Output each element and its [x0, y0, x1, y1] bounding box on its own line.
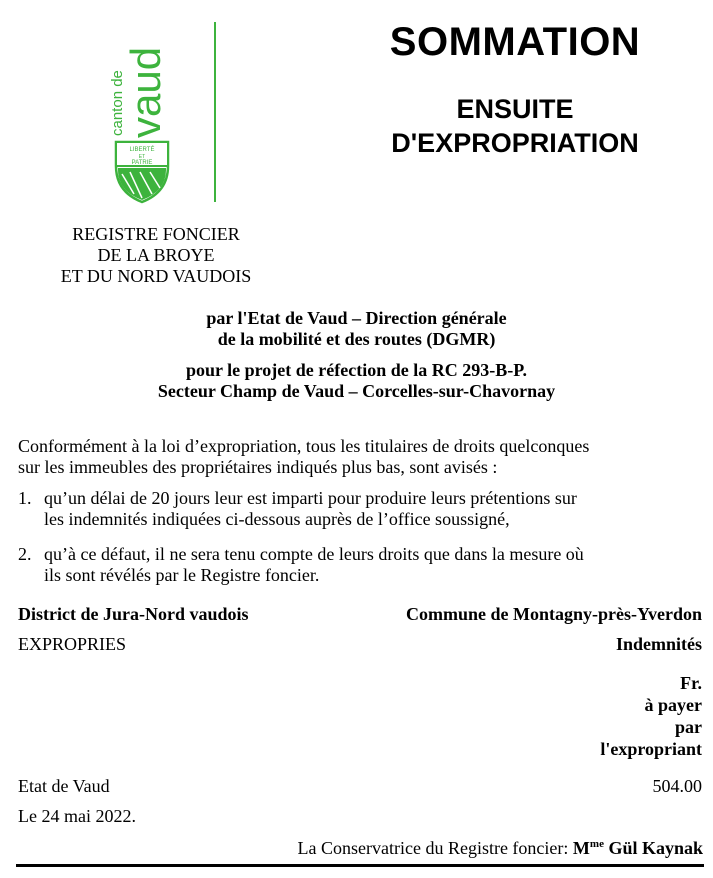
- subtitle-line-1: ENSUITE: [456, 94, 574, 124]
- bottom-rule: [16, 864, 704, 867]
- project-line-4: Secteur Champ de Vaud – Corcelles-sur-Chavornay: [157, 381, 556, 401]
- signatory-title: M: [572, 838, 590, 858]
- project-line-1: par l'Etat de Vaud – Direction générale: [206, 308, 507, 328]
- project-line-2: de la mobilité et des routes (DGMR): [217, 329, 496, 349]
- list-item-line-1: qu’un délai de 20 jours leur est imparti pour produire leurs prétentions sur: [44, 488, 577, 508]
- issue-date: Le 24 mai 2022.: [18, 806, 136, 826]
- logo-motto-2: PATRIE: [131, 160, 153, 166]
- list-item-line-2: ils sont révélés par le Registre foncier.: [44, 565, 320, 585]
- page-subtitle: [330, 92, 700, 160]
- expropriee-name: Etat de Vaud: [18, 776, 110, 796]
- signature-line: [298, 838, 704, 859]
- commune-label: Commune de Montagny-près-Yverdon: [406, 604, 702, 624]
- header-divider: [214, 22, 216, 202]
- list-item-number: 1.: [18, 488, 32, 508]
- registry-line-1: REGISTRE FONCIER: [72, 224, 240, 244]
- district-label: District de Jura-Nord vaudois: [18, 604, 249, 624]
- subheader-line: par: [675, 717, 702, 737]
- list-item-line-2: les indemnités indiquées ci-dessous auprès de l’office soussigné,: [44, 509, 510, 529]
- list-item-number: 2.: [18, 544, 32, 564]
- subheader-line: l'expropriant: [600, 739, 702, 759]
- logo-motto-joiner: ET: [138, 154, 146, 160]
- indemnity-amount: 504.00: [652, 776, 702, 796]
- signatory-name: Gül Kaynak: [603, 838, 703, 858]
- column-header-indemnites: Indemnités: [615, 634, 702, 654]
- intro-line-1: Conformément à la loi d’expropriation, tous les titulaires de droits quelconques: [18, 436, 590, 456]
- signature-prefix: La Conservatrice du Registre foncier:: [297, 838, 573, 858]
- registry-office: [36, 224, 276, 287]
- signatory-title-sup: me: [589, 838, 604, 850]
- column-header-expropries: EXPROPRIES: [18, 634, 127, 654]
- intro-paragraph: [18, 436, 708, 478]
- intro-line-2: sur les immeubles des propriétaires indiqués plus bas, sont avisés :: [18, 457, 498, 477]
- shield-icon: [116, 142, 168, 202]
- subtitle-line-2: D'EXPROPRIATION: [391, 128, 639, 158]
- page-title: SOMMATION: [389, 20, 641, 64]
- list-item-line-1: qu’à ce défaut, il ne sera tenu compte de leurs droits que dans la mesure où: [44, 544, 584, 564]
- subheader-line: Fr.: [680, 673, 702, 693]
- logo-brand-top: canton de: [109, 70, 126, 136]
- subheader-line: à payer: [644, 695, 702, 715]
- list-item: [18, 488, 708, 530]
- registry-line-2: DE LA BROYE: [97, 245, 215, 265]
- project-line-3: pour le projet de réfection de la RC 293-B-P.: [185, 360, 528, 380]
- logo-brand-main: vaud: [122, 46, 169, 138]
- project-description: [20, 308, 693, 402]
- canton-vaud-logo: [108, 16, 176, 204]
- amount-subheader: [18, 672, 702, 760]
- list-item: [18, 544, 708, 586]
- logo-motto-1: LIBERTÉ: [129, 147, 155, 153]
- registry-line-3: ET DU NORD VAUDOIS: [60, 266, 252, 286]
